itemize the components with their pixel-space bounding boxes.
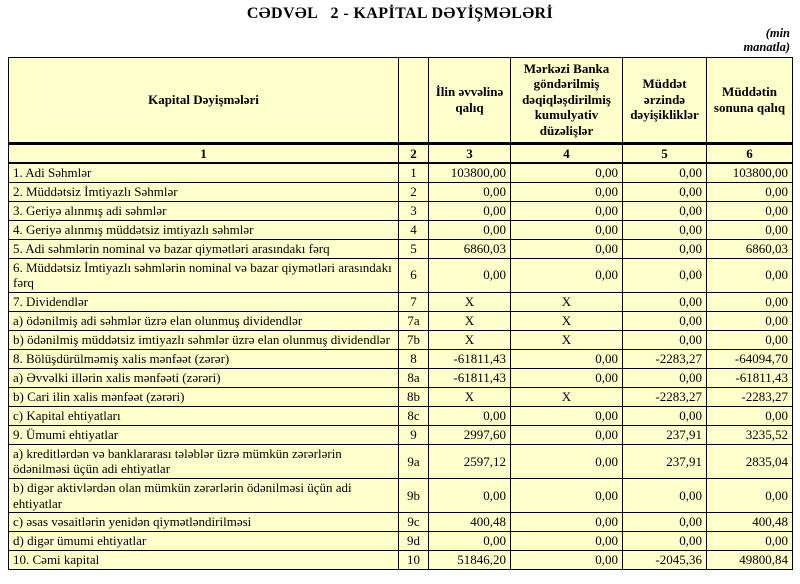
row-label: c) Kapital ehtiyatları: [9, 406, 399, 425]
value-cell: 3235,52: [707, 425, 793, 444]
value-cell: -2283,27: [623, 349, 707, 368]
value-cell: 0,00: [511, 551, 623, 570]
row-number: 8b: [399, 387, 429, 406]
value-cell: 2997,60: [429, 425, 511, 444]
table-row: [9, 551, 793, 570]
row-number: 6: [399, 258, 429, 292]
value-cell: 0,00: [623, 330, 707, 349]
value-cell: 0,00: [707, 182, 793, 201]
value-cell: 0,00: [511, 258, 623, 292]
value-cell: 0,00: [511, 239, 623, 258]
value-cell: 0,00: [429, 532, 511, 551]
value-cell: -64094,70: [707, 349, 793, 368]
row-label: 7. Dividendlər: [9, 292, 399, 311]
row-label: 3. Geriyə alınmış adi səhmlər: [9, 201, 399, 220]
value-cell: 103800,00: [429, 163, 511, 182]
value-cell: 0,00: [707, 201, 793, 220]
value-cell: 103800,00: [707, 163, 793, 182]
header-ending-balance: Müddətin sonuna qalıq: [707, 57, 793, 143]
value-cell: 0,00: [511, 479, 623, 513]
row-label: a) ödənilmiş adi səhmlər üzrə elan olunmuş dividendlər: [9, 311, 399, 330]
value-cell: 51846,20: [429, 551, 511, 570]
row-number: 4: [399, 220, 429, 239]
header-row-number: [399, 57, 429, 143]
header-beginning-balance: İlin əvvəlinə qalıq: [429, 57, 511, 143]
table-row: [9, 532, 793, 551]
value-cell: 0,00: [511, 220, 623, 239]
value-cell: 0,00: [623, 220, 707, 239]
table-row: [9, 163, 793, 182]
value-cell: 0,00: [511, 368, 623, 387]
value-cell: 2835,04: [707, 444, 793, 478]
value-cell: 0,00: [429, 182, 511, 201]
table-row: [9, 330, 793, 349]
column-number: 5: [623, 143, 707, 163]
row-label: b) Cari ilin xalis mənfəət (zərəri): [9, 387, 399, 406]
table-row: [9, 201, 793, 220]
value-cell: 237,91: [623, 444, 707, 478]
value-cell: -61811,43: [707, 368, 793, 387]
row-number: 1: [399, 163, 429, 182]
unit-note-line1: (min: [765, 26, 790, 40]
value-cell: 0,00: [511, 444, 623, 478]
row-label: 1. Adi Səhmlər: [9, 163, 399, 182]
value-cell: 0,00: [623, 258, 707, 292]
value-cell: -2283,27: [623, 387, 707, 406]
row-label: 8. Bölüşdürülməmiş xalis mənfəət (zərər): [9, 349, 399, 368]
value-cell: 0,00: [623, 201, 707, 220]
column-number: 2: [399, 143, 429, 163]
value-cell: 0,00: [623, 532, 707, 551]
value-cell: X: [429, 330, 511, 349]
row-label: b) ödənilmiş müddətsiz imtiyazlı səhmlər üzrə elan olunmuş dividendlər: [9, 330, 399, 349]
row-number: 9c: [399, 513, 429, 532]
row-number: 9b: [399, 479, 429, 513]
value-cell: 0,00: [429, 479, 511, 513]
value-cell: 6860,03: [707, 239, 793, 258]
row-number: 5: [399, 239, 429, 258]
value-cell: X: [429, 387, 511, 406]
column-number: 1: [9, 143, 399, 163]
value-cell: 0,00: [623, 239, 707, 258]
page-title: CƏDVƏL 2 - KAPİTAL DƏYİŞMƏLƏRİ: [246, 5, 554, 22]
value-cell: 49800,84: [707, 551, 793, 570]
header-capital-changes: Kapital Dəyişmələri: [9, 57, 399, 143]
value-cell: 0,00: [511, 406, 623, 425]
row-number: 7: [399, 292, 429, 311]
value-cell: 0,00: [511, 201, 623, 220]
table-row: [9, 425, 793, 444]
value-cell: -2045,36: [623, 551, 707, 570]
value-cell: 0,00: [623, 406, 707, 425]
column-number: 4: [511, 143, 623, 163]
value-cell: 0,00: [623, 163, 707, 182]
value-cell: 0,00: [707, 330, 793, 349]
value-cell: 0,00: [429, 220, 511, 239]
value-cell: 0,00: [429, 201, 511, 220]
table-row: [9, 444, 793, 478]
table-header-row: [9, 57, 793, 143]
column-number: 6: [707, 143, 793, 163]
value-cell: 6860,03: [429, 239, 511, 258]
table-body: [9, 163, 793, 570]
value-cell: 0,00: [707, 258, 793, 292]
value-cell: X: [429, 311, 511, 330]
value-cell: 0,00: [429, 406, 511, 425]
row-label: a) kreditlərdən və banklararası tələblər üzrə mümkün zərərlərin ödənilməsi üçün adi ehtiyatlar: [9, 444, 399, 478]
row-number: 2: [399, 182, 429, 201]
row-label: b) digər aktivlərdən olan mümkün zərərlərin ödənilməsi üçün adi ehtiyatlar: [9, 479, 399, 513]
table-row: [9, 479, 793, 513]
row-number: 8: [399, 349, 429, 368]
value-cell: 2597,12: [429, 444, 511, 478]
row-number: 9a: [399, 444, 429, 478]
row-label: c) əsas vəsaitlərin yenidən qiymətləndirilməsi: [9, 513, 399, 532]
value-cell: X: [511, 387, 623, 406]
value-cell: 0,00: [707, 406, 793, 425]
header-cumulative-adjustments: Mərkəzi Banka göndərilmiş dəqiqləşdirilmiş kumulyativ düzəlişlər: [511, 57, 623, 143]
value-cell: X: [511, 292, 623, 311]
row-label: d) digər ümumi ehtiyatlar: [9, 532, 399, 551]
table-row: [9, 387, 793, 406]
table-row: [9, 513, 793, 532]
value-cell: 0,00: [511, 513, 623, 532]
value-cell: 0,00: [707, 220, 793, 239]
value-cell: 0,00: [429, 258, 511, 292]
row-number: 7b: [399, 330, 429, 349]
row-number: 7a: [399, 311, 429, 330]
table-row: [9, 292, 793, 311]
row-label: 9. Ümumi ehtiyatlar: [9, 425, 399, 444]
row-number: 8a: [399, 368, 429, 387]
table-row: [9, 239, 793, 258]
table-row: [9, 182, 793, 201]
value-cell: 0,00: [707, 479, 793, 513]
value-cell: 0,00: [511, 532, 623, 551]
row-number: 9d: [399, 532, 429, 551]
row-label: 6. Müddətsiz İmtiyazlı səhmlərin nominal və bazar qiymətləri arasındakı fərq: [9, 258, 399, 292]
table-row: [9, 311, 793, 330]
value-cell: -2283,27: [707, 387, 793, 406]
value-cell: 0,00: [623, 182, 707, 201]
value-cell: 0,00: [623, 368, 707, 387]
value-cell: 400,48: [707, 513, 793, 532]
row-number: 3: [399, 201, 429, 220]
value-cell: 0,00: [511, 349, 623, 368]
value-cell: 400,48: [429, 513, 511, 532]
value-cell: X: [429, 292, 511, 311]
value-cell: -61811,43: [429, 368, 511, 387]
header-period-changes: Müddət ərzində dəyişikliklər: [623, 57, 707, 143]
value-cell: 0,00: [707, 292, 793, 311]
table-row: [9, 406, 793, 425]
row-label: 10. Cəmi kapital: [9, 551, 399, 570]
value-cell: 0,00: [511, 425, 623, 444]
value-cell: -61811,43: [429, 349, 511, 368]
row-label: 5. Adi səhmlərin nominal və bazar qiymətləri arasındakı fərq: [9, 239, 399, 258]
column-number: 3: [429, 143, 511, 163]
row-label: 4. Geriyə alınmış müddətsiz imtiyazlı səhmlər: [9, 220, 399, 239]
unit-note-line2: manatla): [743, 39, 790, 54]
capital-changes-table: [8, 57, 793, 571]
value-cell: X: [511, 330, 623, 349]
value-cell: 0,00: [511, 163, 623, 182]
row-number: 9: [399, 425, 429, 444]
value-cell: 0,00: [511, 182, 623, 201]
table-row: [9, 220, 793, 239]
column-number-row: [9, 143, 793, 163]
row-number: 10: [399, 551, 429, 570]
table-header: [9, 57, 793, 163]
row-label: a) Əvvəlki illərin xalis mənfəəti (zərəri): [9, 368, 399, 387]
row-number: 8c: [399, 406, 429, 425]
table-row: [9, 368, 793, 387]
value-cell: 0,00: [707, 532, 793, 551]
value-cell: 0,00: [623, 513, 707, 532]
value-cell: 0,00: [623, 479, 707, 513]
value-cell: 0,00: [623, 292, 707, 311]
value-cell: X: [511, 311, 623, 330]
table-row: [9, 349, 793, 368]
value-cell: 0,00: [623, 311, 707, 330]
value-cell: 0,00: [707, 311, 793, 330]
row-label: 2. Müddətsiz İmtiyazlı Səhmlər: [9, 182, 399, 201]
unit-note: [8, 27, 790, 55]
table-row: [9, 258, 793, 292]
value-cell: 237,91: [623, 425, 707, 444]
